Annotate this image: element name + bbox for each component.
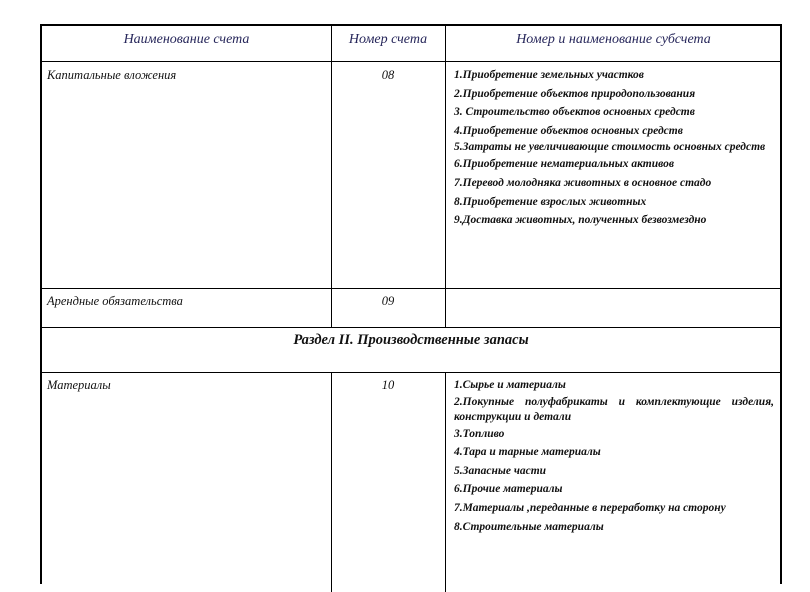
subaccount-item: 5.Запасные части — [454, 464, 547, 477]
subaccount-item: 9.Доставка животных, полученных безвозмездно — [454, 214, 707, 227]
row-divider — [42, 288, 780, 289]
subaccount-list — [454, 66, 774, 230]
column-divider — [331, 372, 332, 592]
subaccount-item: 8.Строительные материалы — [454, 520, 604, 533]
section-title: Раздел II. Производственные запасы — [293, 332, 529, 348]
subaccount-item: 8.Приобретение взрослых животных — [454, 195, 647, 208]
header-divider — [42, 61, 780, 62]
subaccount-item: 2.Покупные полуфабрикаты и комплектующие изделия, конструкции и детали — [454, 395, 774, 423]
subaccount-item: 4.Приобретение объектов основных средств — [454, 124, 683, 137]
account-number: 09 — [381, 294, 395, 308]
account-name: Арендные обязательства — [47, 294, 183, 308]
subaccount-item: 6.Приобретение нематериальных активов — [454, 158, 674, 171]
column-divider — [445, 372, 446, 592]
header-subaccounts: Номер и наименование субсчета — [516, 32, 711, 47]
subaccount-item: 7.Материалы ,переданные в переработку на сторону — [454, 501, 726, 514]
subaccount-item: 3.Топливо — [454, 427, 505, 440]
subaccount-item: 2.Приобретение объектов природопользования — [454, 87, 696, 100]
subaccount-item: 7.Перевод молодняка животных в основное стадо — [454, 176, 712, 189]
subaccount-item: 6.Прочие материалы — [454, 483, 563, 496]
account-number: 10 — [381, 378, 395, 392]
account-name: Материалы — [47, 378, 111, 392]
section-divider — [42, 372, 780, 373]
header-account-name: Наименование счета — [123, 32, 250, 47]
accounts-table — [40, 24, 782, 584]
header-account-number: Номер счета — [348, 32, 428, 47]
account-number: 08 — [381, 68, 395, 82]
subaccount-item: 4.Тара и тарные материалы — [454, 446, 601, 459]
subaccount-item: 1.Приобретение земельных участков — [454, 69, 644, 81]
subaccount-item: 1.Сырье и материалы — [454, 379, 566, 391]
subaccount-item: 5.Затраты не увеличивающие стоимость основных средств — [454, 141, 766, 154]
account-name: Капитальные вложения — [47, 68, 177, 82]
subaccount-item: 3. Строительство объектов основных средств — [454, 106, 695, 119]
row-divider — [42, 327, 780, 328]
column-divider — [445, 26, 446, 327]
subaccount-list — [454, 376, 774, 536]
